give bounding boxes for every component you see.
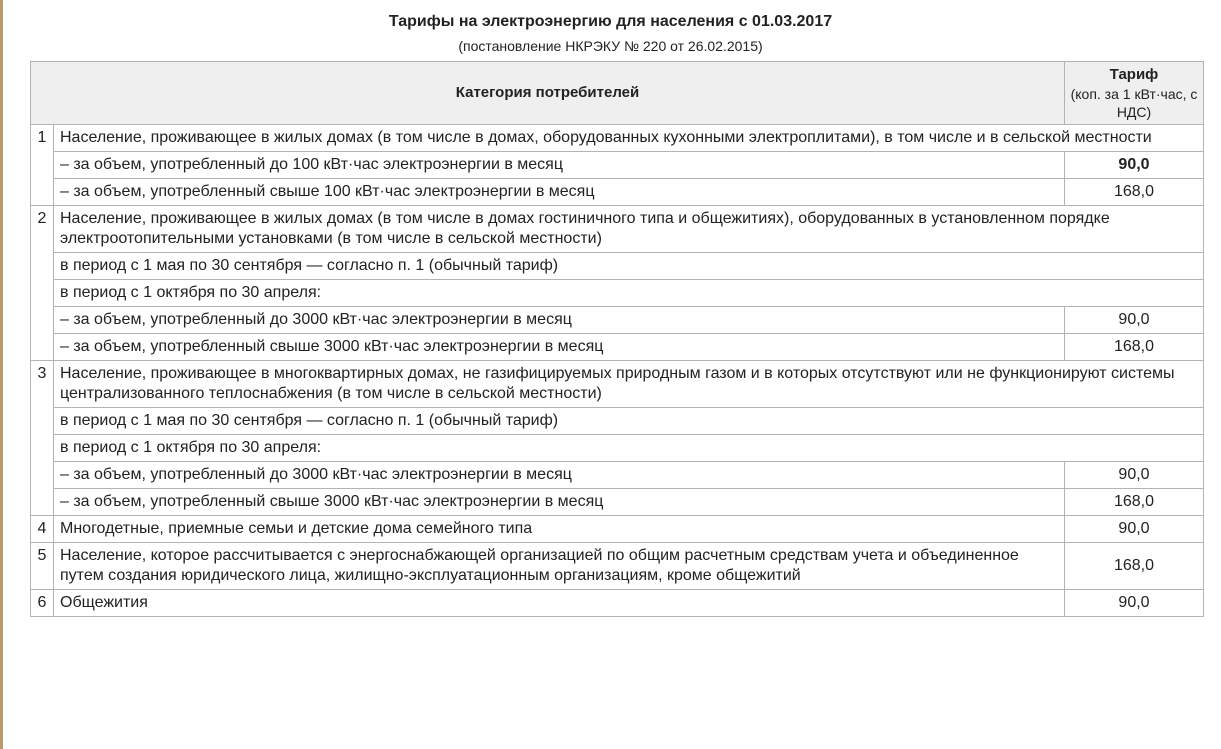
table-row: [31, 179, 1204, 206]
tariff-table: [30, 61, 1204, 617]
row-category: в период с 1 октября по 30 апреля:: [54, 280, 1204, 307]
row-tariff: 168,0: [1065, 179, 1204, 206]
row-tariff: 90,0: [1065, 307, 1204, 334]
table-row: [31, 334, 1204, 361]
row-category: Население, проживающее в жилых домах (в том числе в домах гостиничного типа и общежитиях), оборудованных в установленном порядке электроотопительными установками (в том числе в сельской местности): [54, 206, 1204, 253]
table-row: [31, 489, 1204, 516]
table-row: [31, 206, 1204, 253]
row-category: в период с 1 мая по 30 сентября — согласно п. 1 (обычный тариф): [54, 408, 1204, 435]
table-row: [31, 462, 1204, 489]
table-row: [31, 590, 1204, 617]
row-category: Многодетные, приемные семьи и детские дома семейного типа: [54, 516, 1065, 543]
table-row: [31, 253, 1204, 280]
table-row: [31, 516, 1204, 543]
row-tariff: 90,0: [1065, 516, 1204, 543]
row-category: Население, проживающее в многоквартирных домах, не газифицируемых природным газом и в которых отсутствуют или не функционируют системы централизованного теплоснабжения (в том числе в сельской местности): [54, 361, 1204, 408]
page-subtitle: (постановление НКРЭКУ № 220 от 26.02.2015): [458, 38, 763, 54]
row-category: в период с 1 октября по 30 апреля:: [54, 435, 1204, 462]
row-number: 4: [31, 516, 54, 543]
row-tariff: 168,0: [1065, 489, 1204, 516]
page-title: Тарифы на электроэнергию для населения с 01.03.2017: [388, 13, 833, 30]
table-row: [31, 408, 1204, 435]
row-category: Общежития: [54, 590, 1065, 617]
row-category: – за объем, употребленный до 3000 кВт·час электроэнергии в месяц: [54, 462, 1065, 489]
row-category: Население, которое рассчитывается с энергоснабжающей организацией по общим расчетным средствам учета и объединенное путем создания юридического лица, жилищно-эксплуатационным организациям, кроме общежитий: [54, 543, 1065, 590]
row-number: 6: [31, 590, 54, 617]
row-tariff: 168,0: [1065, 334, 1204, 361]
row-number: 5: [31, 543, 54, 590]
row-number: 2: [31, 206, 54, 361]
header-tariff-unit: (коп. за 1 кВт·час, с НДС): [1070, 86, 1198, 120]
table-row: [31, 152, 1204, 179]
row-category: – за объем, употребленный свыше 3000 кВт·час электроэнергии в месяц: [54, 489, 1065, 516]
table-row: [31, 280, 1204, 307]
row-number: 1: [31, 125, 54, 206]
header-category: Категория потребителей: [31, 62, 1065, 125]
row-tariff: 90,0: [1065, 152, 1204, 179]
table-row: [31, 307, 1204, 334]
table-row: [31, 543, 1204, 590]
page-edge: [0, 0, 3, 749]
row-category: – за объем, употребленный свыше 100 кВт·час электроэнергии в месяц: [54, 179, 1065, 206]
table-row: [31, 361, 1204, 408]
table-row: [31, 435, 1204, 462]
header-tariff: [1065, 62, 1204, 125]
row-category: – за объем, употребленный до 100 кВт·час электроэнергии в месяц: [54, 152, 1065, 179]
row-tariff: 90,0: [1065, 590, 1204, 617]
row-category: в период с 1 мая по 30 сентября — согласно п. 1 (обычный тариф): [54, 253, 1204, 280]
row-category: – за объем, употребленный свыше 3000 кВт·час электроэнергии в месяц: [54, 334, 1065, 361]
row-number: 3: [31, 361, 54, 516]
row-category: Население, проживающее в жилых домах (в том числе в домах, оборудованных кухонными электроплитами), в том числе и в сельской местности: [54, 125, 1204, 152]
row-tariff: 168,0: [1065, 543, 1204, 590]
table-row: [31, 125, 1204, 152]
row-category: – за объем, употребленный до 3000 кВт·час электроэнергии в месяц: [54, 307, 1065, 334]
table-header: [31, 62, 1204, 125]
header-tariff-label: Тариф: [1109, 66, 1159, 83]
row-tariff: 90,0: [1065, 462, 1204, 489]
